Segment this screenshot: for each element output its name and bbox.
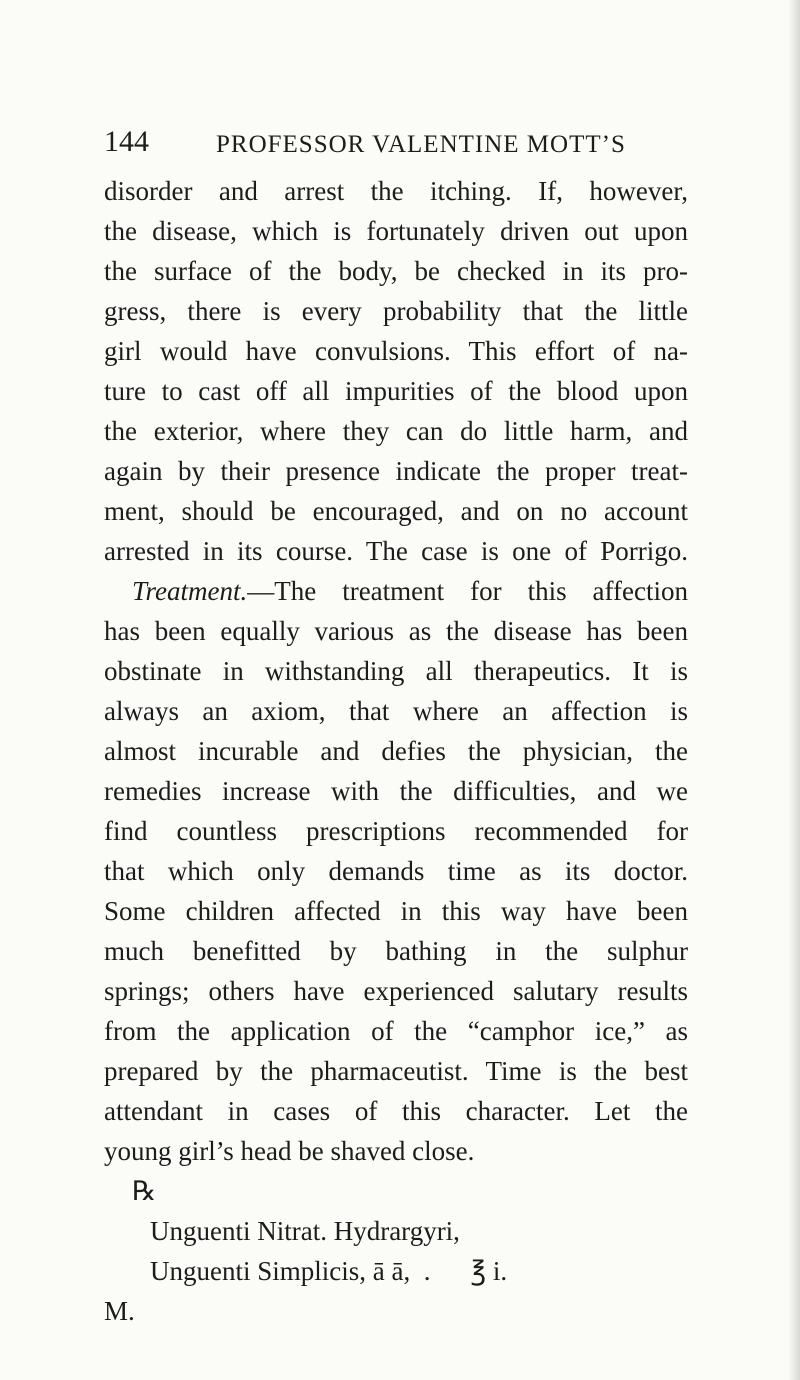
text-line: remedies increase with the difficulties, and we <box>104 776 688 806</box>
text-line: almost incurable and defies the physician, the <box>104 736 688 766</box>
prescription-item <box>104 1251 688 1291</box>
text-line: disorder and arrest the itching. If, however, <box>104 176 688 206</box>
text-line: always an axiom, that where an affection is <box>104 696 688 726</box>
treatment-heading: Treatment. <box>132 576 248 606</box>
text-line: arrested in its course. The case is one of Porrigo. <box>104 536 688 566</box>
text-line: that which only demands time as its doctor. <box>104 856 688 886</box>
text-line: ment, should be encouraged, and on no account <box>104 496 688 526</box>
treatment-first-line: —The treatment for this affection <box>247 576 688 606</box>
prescription-quantity: ℥ i. <box>470 1256 508 1286</box>
page-header <box>104 122 704 162</box>
prescription-misce: M. <box>104 1296 135 1326</box>
text-line: again by their presence indicate the proper treat- <box>104 456 688 486</box>
prescription-dot: . <box>423 1256 431 1286</box>
text-line: gress, there is every probability that the little <box>104 296 688 326</box>
running-head: PROFESSOR VALENTINE MOTT’S <box>216 131 626 158</box>
text-line: much benefitted by bathing in the sulphur <box>104 936 688 966</box>
text-line: girl would have convulsions. This effort of na- <box>104 336 688 366</box>
page-edge-shadow <box>788 0 800 1380</box>
text-line: the disease, which is fortunately driven out upon <box>104 216 688 246</box>
prescription-item-name: Unguenti Simplicis, ā ā, <box>150 1256 411 1286</box>
text-line: the surface of the body, be checked in its pro- <box>104 256 688 286</box>
prescription <box>104 1171 688 1331</box>
body-text <box>104 171 688 1331</box>
text-line: obstinate in withstanding all therapeutics. It is <box>104 656 688 686</box>
text-line: young girl’s head be shaved close. <box>104 1136 475 1166</box>
text-line: ture to cast off all impurities of the blood upon <box>104 376 688 406</box>
rx-symbol: ℞ <box>132 1176 157 1206</box>
text-line: has been equally various as the disease has been <box>104 616 688 646</box>
text-line: from the application of the “camphor ice,” as <box>104 1016 688 1046</box>
prescription-item: Unguenti Nitrat. Hydrargyri, <box>150 1216 460 1246</box>
page-number: 144 <box>104 125 149 158</box>
text-line: prepared by the pharmaceutist. Time is the best <box>104 1056 688 1086</box>
text-line: attendant in cases of this character. Let the <box>104 1096 688 1126</box>
text-line: Some children affected in this way have been <box>104 896 688 926</box>
text-line: the exterior, where they can do little harm, and <box>104 416 688 446</box>
treatment-paragraph-start <box>104 571 688 611</box>
text-line: springs; others have experienced salutary results <box>104 976 688 1006</box>
text-line: find countless prescriptions recommended for <box>104 816 688 846</box>
